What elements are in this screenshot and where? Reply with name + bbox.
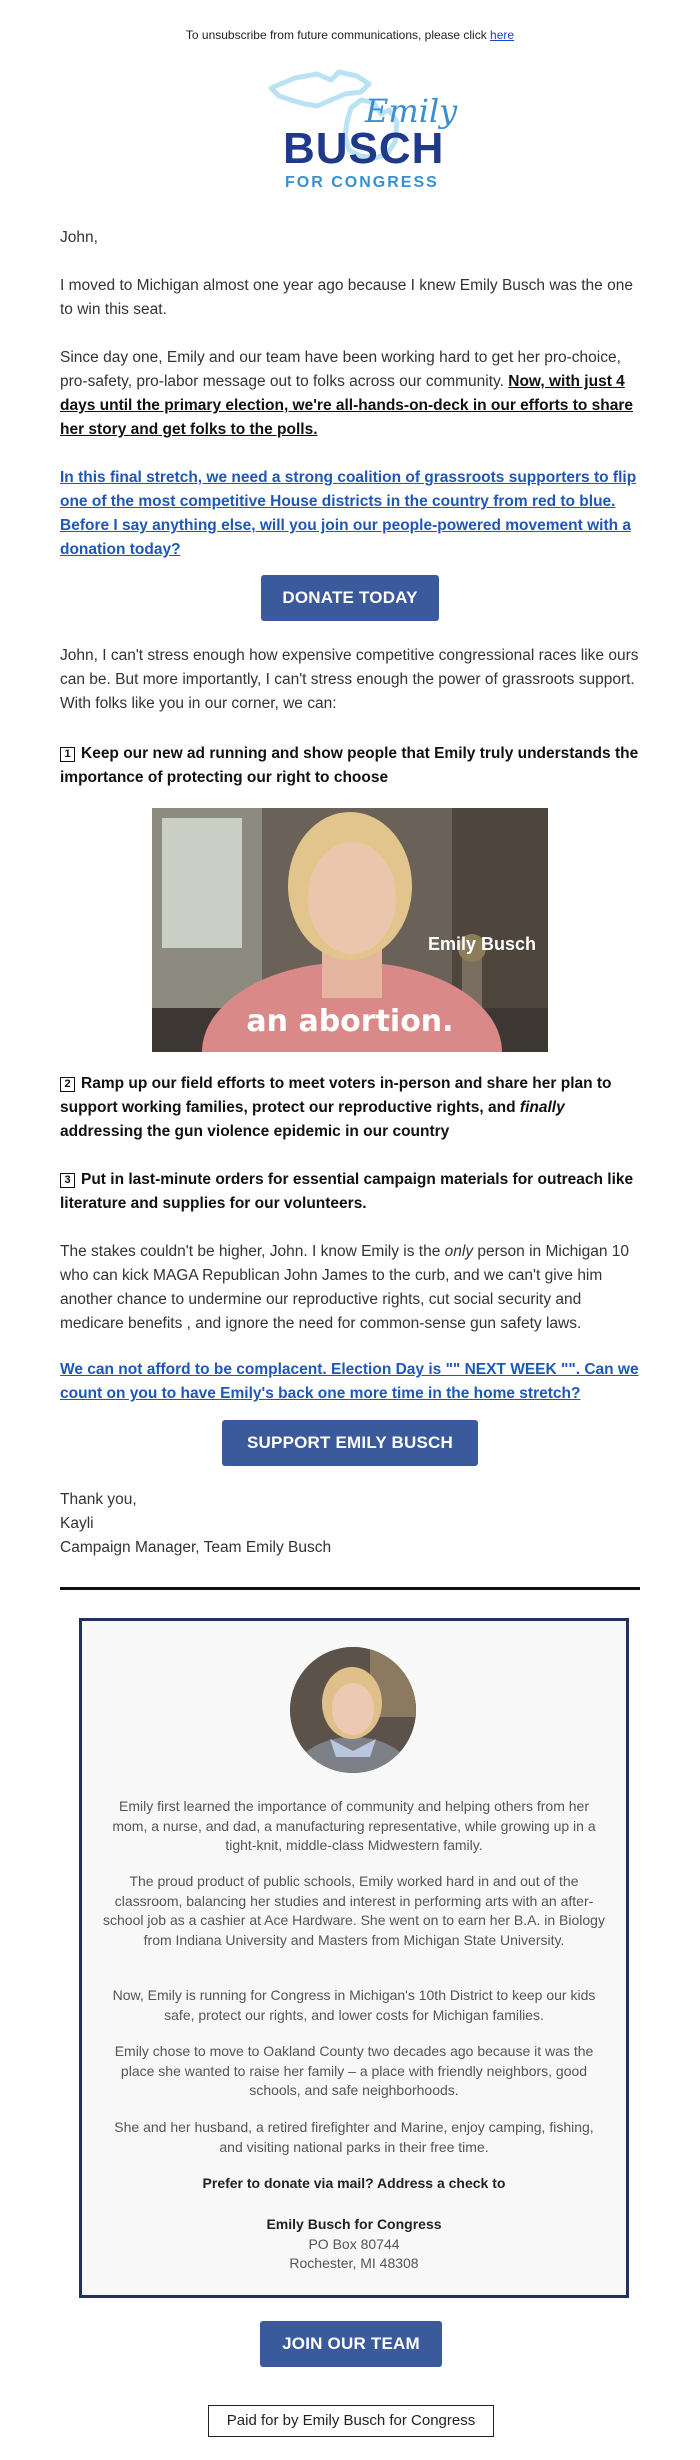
paragraph-appeal [60, 466, 640, 562]
list-item-3-text: Put in last-minute orders for essential campaign materials for outreach like literature and supplies for our volunteers. [60, 1171, 634, 1212]
paragraph-grassroots: John, I can't stress enough how expensive competitive congressional races like ours can be. But more importantly, I can't stress enough the power of grassroots support. With folks like you in our corner, we can: [60, 647, 639, 712]
paragraph-stakes-text-end: person in Michigan 10 who can kick MAGA Republican John James to the curb, and we can't give him another chance to undermine our reproductive rights, cut social security and medicare benefits , and ignore the need for common-sense gun safety laws. [60, 1243, 630, 1332]
unsubscribe-link[interactable]: here [490, 28, 515, 42]
list-item-2-text: Ramp up our field efforts to meet voters in-person and share her plan to support working families, protect our reproductive rights, and [60, 1075, 612, 1116]
paragraph-stakes-emphasis: only [444, 1243, 474, 1260]
section-divider [60, 1587, 640, 1590]
number-box: 3 [60, 1173, 75, 1188]
logo-tagline: FOR CONGRESS [285, 174, 439, 191]
bio-paragraph-4: Emily chose to move to Oakland County two decades ago because it was the place she wanted to raise her family – a place with friendly neighbors, good schools, and safe neighborhoods. [114, 2043, 594, 2098]
signer-title: Campaign Manager, Team Emily Busch [60, 1539, 332, 1556]
support-emily-busch-button[interactable]: SUPPORT EMILY BUSCH [222, 1420, 478, 1466]
paragraph-urgency [60, 1358, 640, 1406]
video-name-label: Emily Busch [427, 934, 536, 954]
join-our-team-button[interactable]: JOIN OUR TEAM [260, 2321, 442, 2367]
org-name: Emily Busch for Congress [266, 2216, 442, 2232]
number-box: 2 [60, 1077, 75, 1092]
bio-paragraph-2: The proud product of public schools, Emily worked hard in and out of the classroom, balancing her studies and interest in performing arts with an after-school job as a cashier at Ace Hardware. She went on to earn her B.A. in Biology from Indiana University and Masters from Michigan State University. [103, 1873, 605, 1948]
paragraph-stakes-text: The stakes couldn't be higher, John. I know Emily is the [60, 1243, 441, 1260]
list-item-2 [60, 1072, 640, 1144]
candidate-avatar [290, 1647, 416, 1773]
donation-appeal-link[interactable]: In this final stretch, we need a strong coalition of grassroots supporters to flip one of the most competitive House districts in the country from red to blue. Before I say anything else, will you join our people-powered movement with a donation today? [60, 469, 637, 558]
unsubscribe-text: To unsubscribe from future communications, please click [185, 28, 487, 42]
paragraph-mission [60, 346, 640, 442]
address-line-1: PO Box 80744 [308, 2235, 400, 2252]
bio-paragraph-5: She and her husband, a retired firefighter and Marine, enjoy camping, fishing, and visiting national parks in their free time. [114, 2119, 594, 2155]
paragraph-mission-text: Since day one, Emily and our team have been working hard to get her pro-choice, pro-safety, pro-labor message out to folks across our community. [60, 349, 621, 390]
mail-donation-heading: Prefer to donate via mail? Address a check to [202, 2175, 506, 2191]
campaign-ad-video-thumbnail[interactable] [152, 808, 548, 1052]
bio-paragraph-3: Now, Emily is running for Congress in Michigan's 10th District to keep our kids safe, protect our rights, and lower costs for Michigan families. [112, 1987, 596, 2023]
list-item-1 [60, 742, 640, 790]
signature-block [60, 1488, 640, 1560]
bio-paragraph-1: Emily first learned the importance of community and helping others from her mom, a nurse, and dad, a manufacturing representative, while growing up in a tight-knit, middle-class Midwestern family. [112, 1798, 596, 1853]
signoff: Thank you, [60, 1491, 137, 1508]
candidate-bio-box [79, 1618, 629, 2298]
address-line-2: Rochester, MI 48308 [289, 2255, 419, 2271]
list-item-1-text: Keep our new ad running and show people that Emily truly understands the importance of protecting our right to choose [60, 745, 639, 786]
paragraph-intro: I moved to Michigan almost one year ago because I knew Emily Busch was the one to win this seat. [60, 277, 633, 318]
mailing-address [102, 2215, 606, 2274]
campaign-logo [265, 66, 458, 196]
election-day-link[interactable]: We can not afford to be complacent. Election Day is "" NEXT WEEK "". Can we count on you to have Emily's back one more time in the home stretch? [60, 1361, 639, 1402]
paid-for-disclaimer: Paid for by Emily Busch for Congress [208, 2405, 494, 2437]
donate-today-button[interactable]: DONATE TODAY [261, 575, 439, 621]
signer-name: Kayli [60, 1515, 94, 1532]
video-caption: an abortion. [246, 1004, 454, 1039]
paragraph-stakes [60, 1240, 640, 1336]
paragraph-mission-emphasis: Now, with just 4 days until the primary election, we're all-hands-on-deck in our efforts to share her story and get folks to the polls. [60, 373, 634, 438]
unsubscribe-line [0, 28, 700, 42]
list-item-3 [60, 1168, 640, 1216]
candidate-portrait [290, 1647, 416, 1773]
number-box: 1 [60, 747, 75, 762]
list-item-2-text-end: addressing the gun violence epidemic in our country [60, 1123, 450, 1140]
logo-first-name: Emily [365, 92, 458, 130]
logo-last-name: BUSCH [283, 124, 445, 173]
greeting: John, [60, 229, 98, 246]
list-item-2-emphasis: finally [519, 1099, 565, 1116]
